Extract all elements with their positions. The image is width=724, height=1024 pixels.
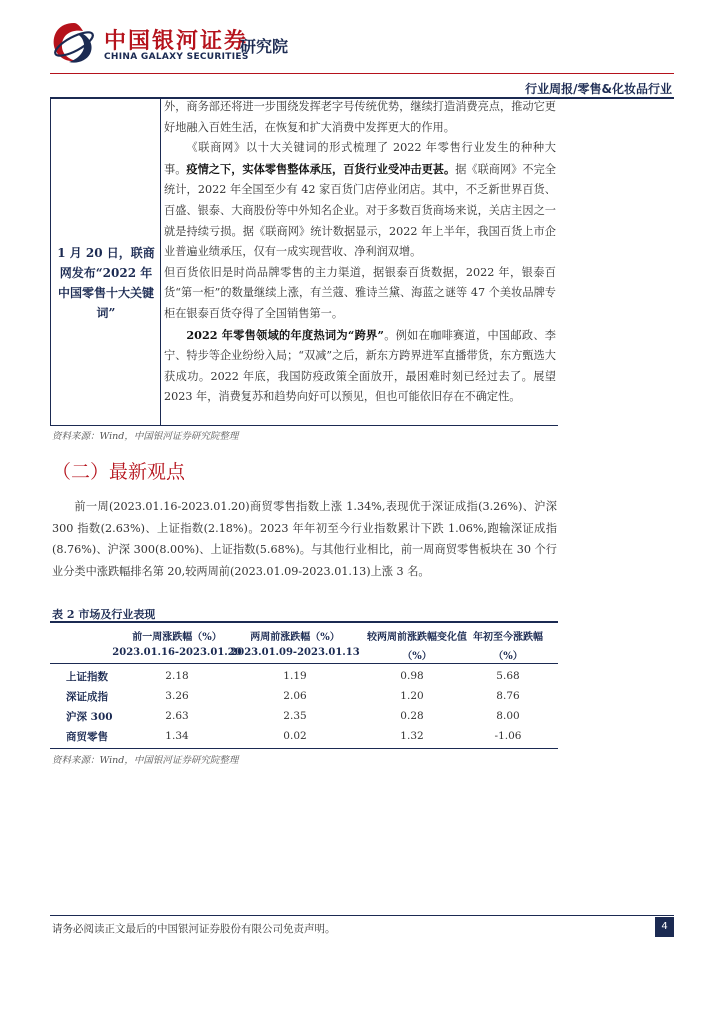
event-p3-text: 。例如在咖啡赛道，中国邮政、李宁、特步等企业纷纷入局；“双减”之后，新东方跨界进军直播带货，东方甄选大获成功。2022 年底，我国防疫政策全面放开，最困难时刻已经过去了。展望 2023 年，消费复苏和趋势向好可以预见，但也可能依旧存在不确定性。 — [164, 328, 556, 404]
table-cell: 2.18 — [165, 670, 189, 682]
event-paragraph-3 — [164, 325, 556, 408]
events-table-border-left — [50, 99, 51, 426]
table-cell: 2.35 — [283, 710, 307, 722]
table-cell: 2.63 — [165, 710, 189, 722]
event-content — [164, 97, 556, 408]
table-rule-top — [50, 621, 558, 623]
event-paragraph-2: 但百货依旧是时尚品牌零售的主力渠道，据银泰百货数据，2022 年，银泰百货“第一柜”的数量继续上涨，有兰蔻、雅诗兰黛、海蓝之谜等 47 个美妆品牌专柜在银泰百货夺得了全国销售第一。 — [164, 265, 556, 320]
footer-divider — [50, 915, 674, 916]
events-table-border-mid — [160, 99, 161, 426]
brand-name-en: CHINA GALAXY SECURITIES — [104, 52, 249, 62]
col-header-3-line2: （%） — [402, 651, 432, 662]
table-cell: 0.98 — [400, 670, 424, 682]
table-rule-mid — [50, 663, 558, 664]
event-p3-bold: 2022 年零售领域的年度热词为“跨界” — [186, 327, 384, 342]
table-cell: 3.26 — [165, 690, 189, 702]
col-header-4-line2: （%） — [493, 651, 523, 662]
events-table-border-bottom — [50, 425, 558, 426]
brand-name-cn: 中国银河证券 — [104, 29, 249, 54]
col-header-2-line1: 两周前涨跌幅（%） — [250, 632, 340, 643]
event-p1-text-a: 《联商网》以十大关键词的形式梳理了 2022 年零售行业发生的种种大事。 — [164, 141, 556, 176]
latest-view-paragraph: 前一周(2023.01.16-2023.01.20)商贸零售指数上涨 1.34%,表现优于深证成指(3.26%)、沪深 300 指数(2.63%)、上证指数(2.18%)。2023 年年初至今行业指数累计下跌 1.06%,跑输深证成指(8.76%)、沪深 300(8.00%)、上证指数(5.68%)。与其他行业相比，前一周商贸零售板块在 30 个行业分类中涨跌幅排名第 20,较两周前(2023.01.09-2023.01.13)上涨 3 名。 — [52, 500, 557, 578]
table-title: 表 2 市场及行业表现 — [52, 608, 156, 621]
report-type: 行业周报/零售&化妆品行业 — [525, 82, 672, 96]
table-rule-bottom — [50, 748, 558, 749]
table-cell: 1.20 — [400, 690, 424, 702]
source-note-1: 资料来源：Wind，中国银河证券研究院整理 — [52, 431, 239, 442]
event-paragraph-0: 外，商务部还将进一步围绕发挥老字号传统优势，继续打造消费亮点，推动它更好地融入百姓生活，在恢复和扩大消费中发挥更大的作用。 — [164, 100, 556, 134]
header-divider — [50, 73, 674, 74]
galaxy-logo-icon — [50, 20, 98, 66]
event-paragraph-1 — [164, 138, 556, 263]
col-header-4-line1: 年初至今涨跌幅 — [473, 632, 543, 643]
table-cell: 5.68 — [496, 670, 520, 682]
col-header-3-line1: 较两周前涨跌幅变化值 — [367, 632, 467, 643]
table-cell: 0.02 — [283, 730, 307, 742]
col-header-2-line2: 2023.01.09-2023.01.13 — [230, 647, 360, 658]
row-label: 商贸零售 — [66, 731, 108, 743]
table-cell: 0.28 — [400, 710, 424, 722]
event-p1-bold: 疫情之下，实体零售整体承压，百货行业受冲击更甚。 — [186, 161, 456, 176]
section-title: （二）最新观点 — [52, 461, 186, 483]
source-note-2: 资料来源：Wind，中国银河证券研究院整理 — [52, 755, 239, 766]
table-cell: 2.06 — [283, 690, 307, 702]
institute-label: 研究院 — [240, 37, 289, 56]
col-header-1-line2: 2023.01.16-2023.01.20 — [112, 647, 242, 658]
table-cell: 1.19 — [283, 670, 307, 682]
col-header-1-line1: 前一周涨跌幅（%） — [132, 632, 222, 643]
row-label: 沪深 300 — [66, 711, 113, 723]
event-p1-text-b: 据《联商网》不完全统计，2022 年全国至少有 42 家百货门店停业闭店。其中，不乏新世界百货、百盛、银泰、大商股份等中外知名企业。对于多数百货商场来说，关店主因之一就是持续亏损。据《联商网》统计数据显示，2022 年上半年，我国百货上市企业普遍业绩承压，仅有一成实现营收、净利润双增。 — [164, 162, 556, 259]
table-cell: -1.06 — [494, 730, 522, 742]
page-number: 4 — [655, 917, 674, 937]
event-label: 1 月 20 日，联商网发布“2022 年中国零售十大关键词” — [57, 246, 155, 320]
disclaimer-text: 请务必阅读正文最后的中国银河证券股份有限公司免责声明。 — [52, 923, 336, 935]
table-cell: 8.00 — [496, 710, 520, 722]
row-label: 深证成指 — [66, 691, 108, 703]
row-label: 上证指数 — [66, 671, 108, 683]
table-cell: 1.32 — [400, 730, 424, 742]
table-cell: 1.34 — [165, 730, 189, 742]
table-cell: 8.76 — [496, 690, 520, 702]
